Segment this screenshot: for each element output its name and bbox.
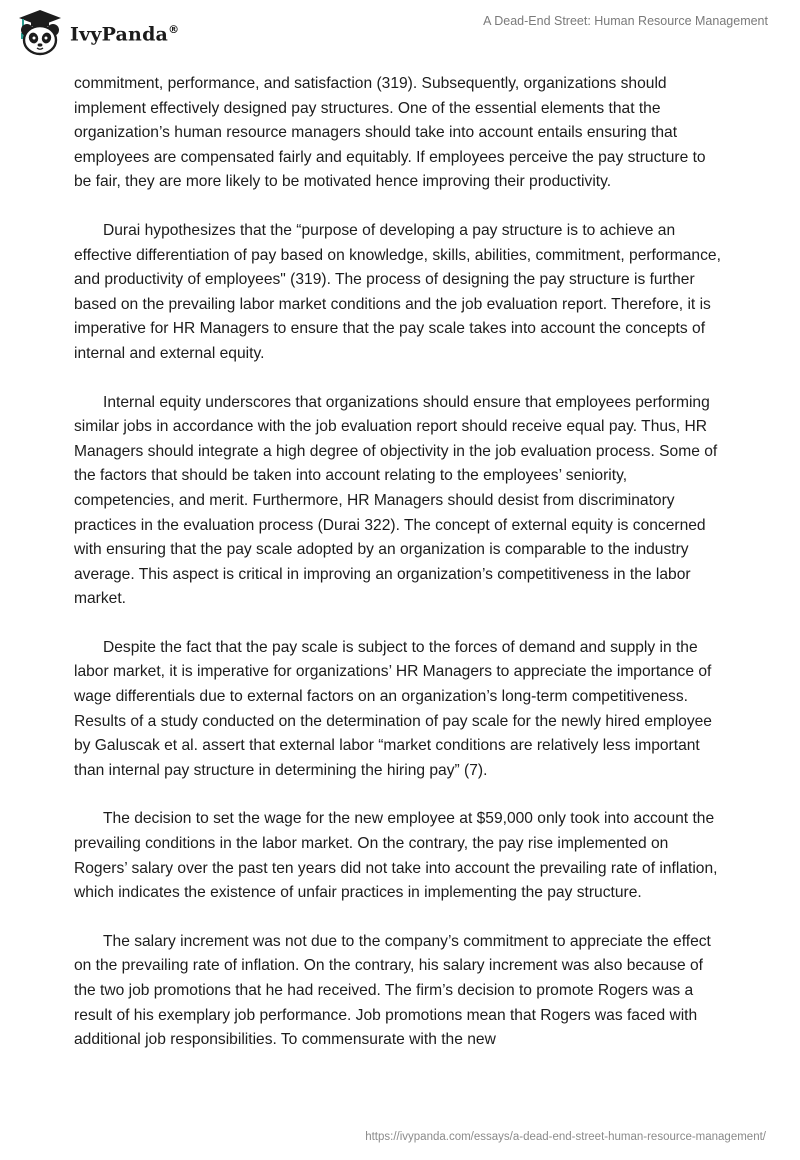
document-title: A Dead-End Street: Human Resource Management — [483, 14, 768, 28]
paragraph: The salary increment was not due to the company’s commitment to appreciate the effect on the prevailing rate of inflation. On the contrary, his salary increment was also because of the two job promotions that he had received. The firm’s decision to promote Rogers was a result of his exemplary job performance. Job promotions mean that Rogers was faced with additional job responsibilities. To commensurate with the new — [74, 932, 711, 1049]
paragraph: commitment, performance, and satisfaction (319). Subsequently, organizations should implement effectively designed pay structures. One of the essential elements that the organization’s human resource managers should take into account entails ensuring that employees are compensated fairly and equitably. If employees perceive the pay structure to be fair, they are more likely to be motivated hence improving their productivity. — [74, 75, 706, 191]
essay-body — [74, 72, 724, 1077]
panda-graduate-icon — [14, 8, 66, 58]
brand-logo[interactable] — [14, 8, 179, 58]
brand-name: IvyPanda® — [70, 22, 180, 46]
registered-mark: ® — [168, 22, 180, 36]
paragraph: Despite the fact that the pay scale is subject to the forces of demand and supply in the labor market, it is imperative for organizations’ HR Managers to appreciate the importance of wage differentials due to external factors on an organization’s long-term competitiveness. Results of a study conducted on the determination of pay scale for the newly hired employee by Galuscak et al. assert that external labor “market conditions are relatively less important than internal pay structure in determining the hiring pay” (7). — [74, 638, 712, 779]
paragraph: The decision to set the wage for the new employee at $59,000 only took into account the prevailing conditions in the labor market. On the contrary, the pay rise implemented on Rogers’ salary over the past ten years did not take into account the prevailing rate of inflation, which indicates the existence of unfair practices in implementing the pay structure. — [74, 810, 718, 902]
source-url[interactable]: https://ivypanda.com/essays/a-dead-end-street-human-resource-management/ — [365, 1131, 766, 1143]
paragraph: Durai hypothesizes that the “purpose of developing a pay structure is to achieve an effective differentiation of pay based on knowledge, skills, abilities, commitment, performance, and productivity of employees" (319). The process of designing the pay structure is further based on the prevailing labor market conditions and the job evaluation report. Therefore, it is imperative for HR Managers to ensure that the pay scale takes into account the concepts of internal and external equity. — [74, 221, 721, 362]
page-header — [0, 0, 800, 68]
paragraph: Internal equity underscores that organizations should ensure that employees performing similar jobs in accordance with the job evaluation report should receive equal pay. Thus, HR Managers should integrate a high degree of objectivity in the job evaluation process. Some of the factors that should be taken into account relating to the employees’ seniority, competencies, and merit. Furthermore, HR Managers should desist from discriminatory practices in the evaluation process (Durai 322). The concept of external equity is concerned with ensuring that the pay scale adopted by an organization is comparable to the industry average. This aspect is critical in improving an organization’s competitiveness in the labor market. — [74, 393, 718, 608]
